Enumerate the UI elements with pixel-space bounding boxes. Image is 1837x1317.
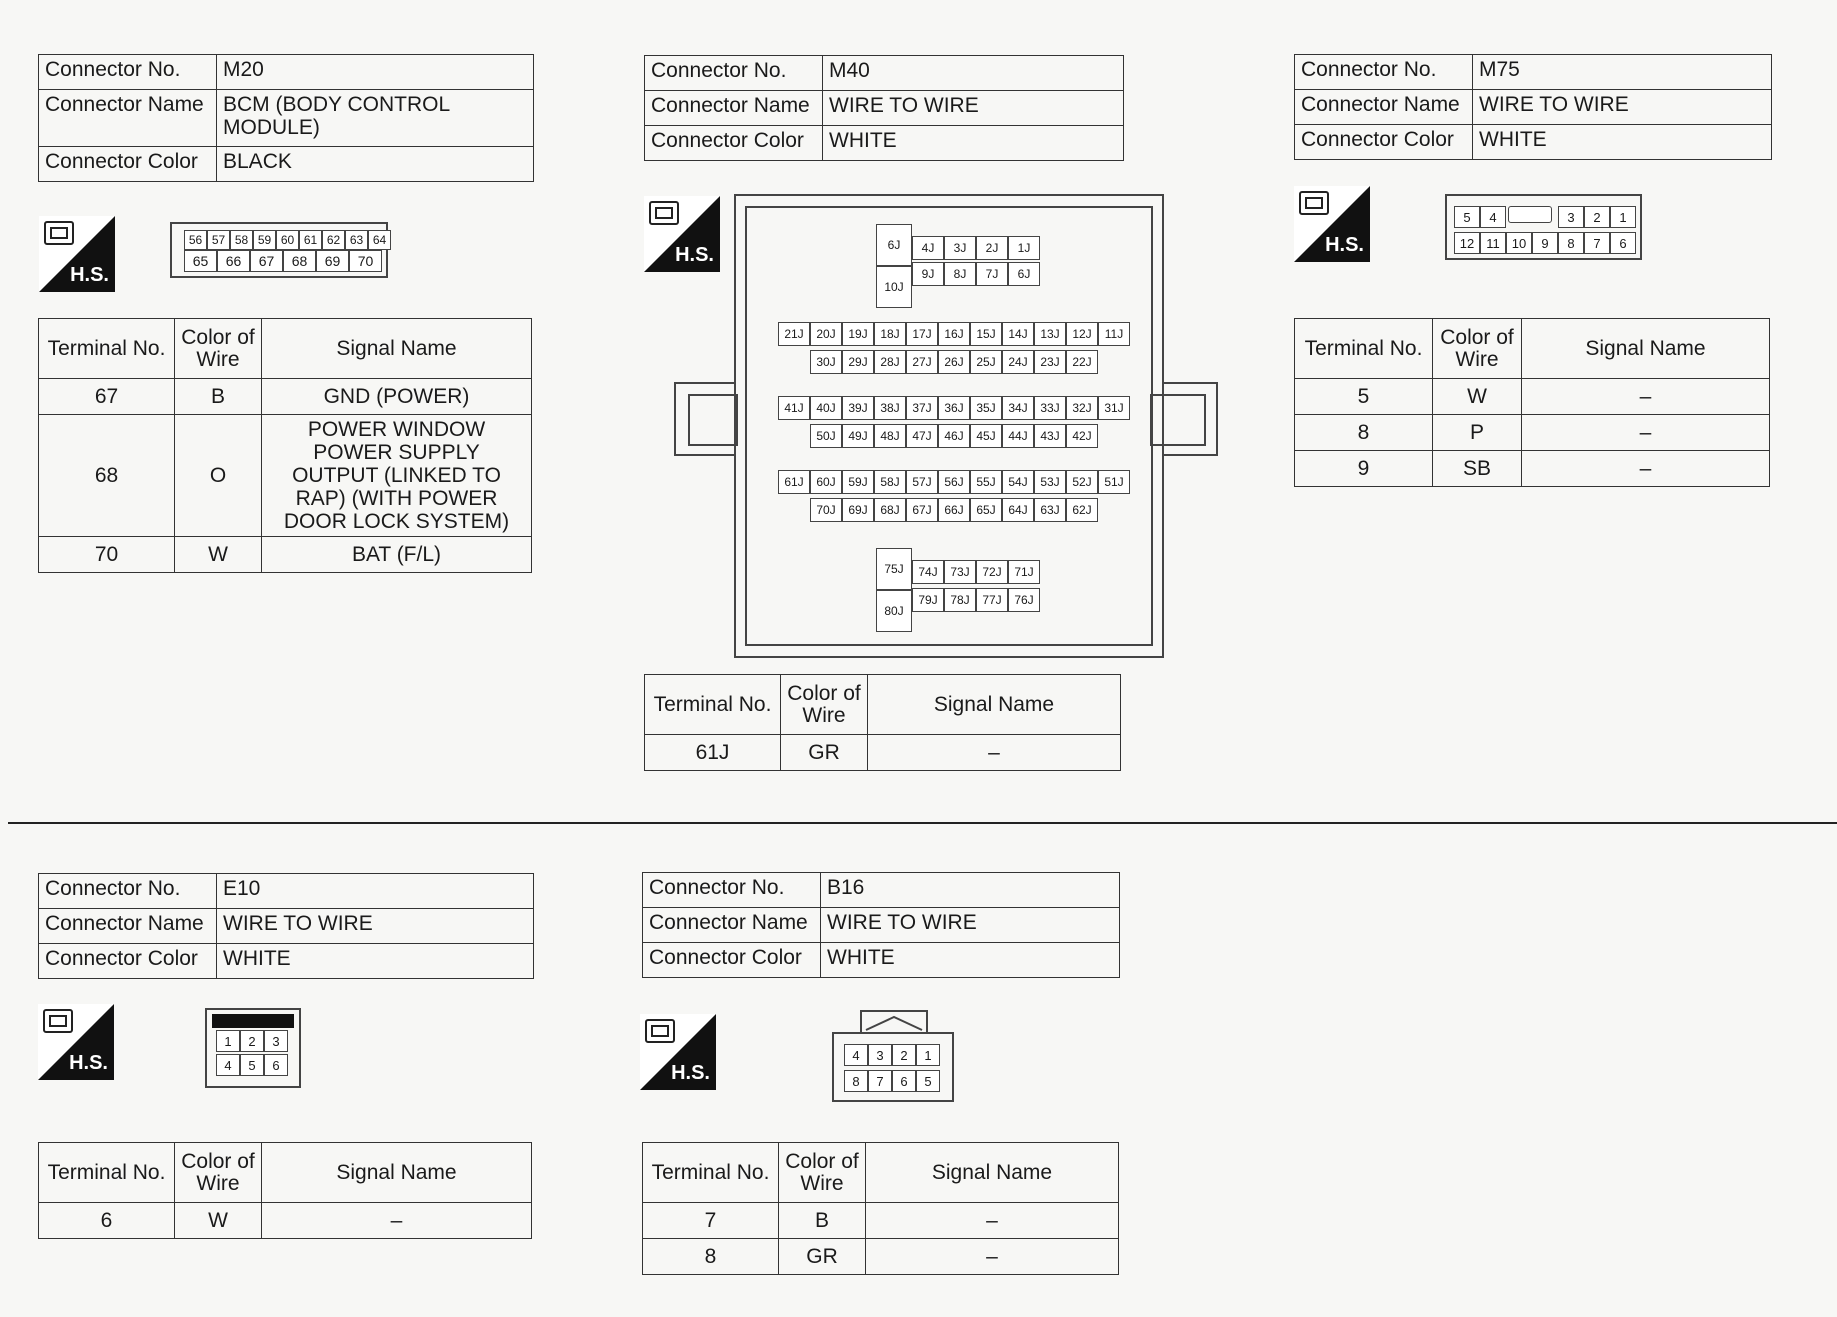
- connector-name-value: WIRE TO WIRE: [823, 91, 1124, 126]
- connector-no-value: M40: [823, 56, 1124, 91]
- pin-cavity: 64J: [1002, 498, 1034, 522]
- pin-cavity: 15J: [970, 322, 1002, 346]
- pin-cavity: 52J: [1066, 470, 1098, 494]
- pin-cavity: 1: [916, 1044, 940, 1066]
- pin-cavity: 3: [1558, 206, 1584, 228]
- pin-cavity: 2: [892, 1044, 916, 1066]
- pin-cavity: 56: [184, 230, 207, 250]
- terminal-cell: 5: [1295, 379, 1433, 415]
- pin-cavity: 13J: [1034, 322, 1066, 346]
- pin-cavity: 29J: [842, 350, 874, 374]
- connector-no-label: Connector No.: [39, 874, 217, 909]
- pin-cavity: 60J: [810, 470, 842, 494]
- pin-cavity: 7J: [976, 262, 1008, 286]
- pin-cavity: 58: [230, 230, 253, 250]
- pin-cavity: 28J: [874, 350, 906, 374]
- pin-cavity: 74J: [912, 560, 944, 584]
- pin-cavity: 9J: [912, 262, 944, 286]
- pin-cavity: 69J: [842, 498, 874, 522]
- terminal-cell: 8: [643, 1239, 779, 1275]
- pin-cavity: 1J: [1008, 236, 1040, 260]
- pin-cavity: 56J: [938, 470, 970, 494]
- pin-cavity: 26J: [938, 350, 970, 374]
- pin-cavity: 6: [264, 1054, 288, 1076]
- terminal-no-header: Terminal No.: [39, 319, 175, 379]
- wire-color-cell: W: [175, 537, 262, 573]
- pin-cavity: 32J: [1066, 396, 1098, 420]
- terminal-cell: 67: [39, 379, 175, 415]
- pin-cavity: 1: [1610, 206, 1636, 228]
- pin-cavity: 9: [1532, 232, 1558, 254]
- connector-no-value: B16: [821, 873, 1120, 908]
- pin-cavity: 24J: [1002, 350, 1034, 374]
- b16-signal-table: [642, 1142, 1119, 1275]
- pin-cavity: 59: [253, 230, 276, 250]
- pin-cavity: 48J: [874, 424, 906, 448]
- m20-info-table: [38, 54, 534, 182]
- pin-cavity: 44J: [1002, 424, 1034, 448]
- m75-key-slot: [1508, 206, 1552, 223]
- wire-color-cell: W: [1433, 379, 1522, 415]
- pin-cavity: 62: [322, 230, 345, 250]
- terminal-cell: 61J: [645, 735, 781, 771]
- wire-color-cell: SB: [1433, 451, 1522, 487]
- pin-cavity: 8J: [944, 262, 976, 286]
- pin-cavity: 57J: [906, 470, 938, 494]
- pin-cavity: 50J: [810, 424, 842, 448]
- pin-cavity: 60: [276, 230, 299, 250]
- pin-cavity: 6J: [1008, 262, 1040, 286]
- signal-cell: –: [866, 1239, 1119, 1275]
- pin-cavity: 68: [283, 250, 316, 272]
- pin-cavity: 55J: [970, 470, 1002, 494]
- pin-cavity: 8: [1558, 232, 1584, 254]
- b16-info-table: [642, 872, 1120, 978]
- wire-color-cell: GR: [779, 1239, 866, 1275]
- pin-cavity: 70: [349, 250, 382, 272]
- connector-name-label: Connector Name: [645, 91, 823, 126]
- pin-cavity: 39J: [842, 396, 874, 420]
- connector-name-value: WIRE TO WIRE: [1473, 90, 1772, 125]
- signal-cell: POWER WINDOW POWER SUPPLY OUTPUT (LINKED TO RAP) (WITH POWER DOOR LOCK SYSTEM): [262, 415, 532, 537]
- connector-no-label: Connector No.: [39, 55, 217, 90]
- pin-cavity: 61J: [778, 470, 810, 494]
- signal-cell: –: [262, 1203, 532, 1239]
- pin-cavity: 10J: [876, 266, 912, 308]
- connector-color-value: WHITE: [217, 944, 534, 979]
- terminal-no-header: Terminal No.: [1295, 319, 1433, 379]
- harness-side-icon: H.S.: [640, 1014, 716, 1090]
- pin-cavity: 42J: [1066, 424, 1098, 448]
- terminal-cell: 6: [39, 1203, 175, 1239]
- connector-color-label: Connector Color: [39, 944, 217, 979]
- pin-cavity: 57: [207, 230, 230, 250]
- harness-side-icon: H.S.: [644, 196, 720, 272]
- pin-cavity: 41J: [778, 396, 810, 420]
- pin-cavity: 38J: [874, 396, 906, 420]
- pin-cavity: 12: [1454, 232, 1480, 254]
- pin-cavity: 10: [1506, 232, 1532, 254]
- pin-cavity: 80J: [876, 590, 912, 632]
- pin-cavity: 49J: [842, 424, 874, 448]
- connector-no-value: M75: [1473, 55, 1772, 90]
- m40-left-latch-inner: [688, 394, 738, 446]
- pin-cavity: 8: [844, 1070, 868, 1092]
- wire-color-cell: B: [779, 1203, 866, 1239]
- connector-color-value: BLACK: [217, 147, 534, 182]
- pin-cavity: 19J: [842, 322, 874, 346]
- section-divider: [8, 822, 1837, 824]
- pin-cavity: 5: [916, 1070, 940, 1092]
- pin-cavity: 67J: [906, 498, 938, 522]
- pin-cavity: 64: [368, 230, 391, 250]
- pin-cavity: 73J: [944, 560, 976, 584]
- connector-name-label: Connector Name: [1295, 90, 1473, 125]
- m75-info-table: [1294, 54, 1772, 160]
- wire-color-header: Color of Wire: [779, 1143, 866, 1203]
- pin-cavity: 7: [1584, 232, 1610, 254]
- signal-cell: BAT (F/L): [262, 537, 532, 573]
- pin-cavity: 35J: [970, 396, 1002, 420]
- pin-cavity: 6J: [876, 224, 912, 266]
- pin-cavity: 11J: [1098, 322, 1130, 346]
- terminal-cell: 70: [39, 537, 175, 573]
- connector-name-value: WIRE TO WIRE: [821, 908, 1120, 943]
- signal-cell: –: [1522, 379, 1770, 415]
- signal-cell: –: [868, 735, 1121, 771]
- pin-cavity: 33J: [1034, 396, 1066, 420]
- wire-color-cell: P: [1433, 415, 1522, 451]
- pin-cavity: 37J: [906, 396, 938, 420]
- signal-cell: –: [1522, 451, 1770, 487]
- pin-cavity: 5: [240, 1054, 264, 1076]
- terminal-no-header: Terminal No.: [645, 675, 781, 735]
- connector-name-label: Connector Name: [39, 90, 217, 147]
- connector-name-value: BCM (BODY CONTROL MODULE): [217, 90, 534, 147]
- pin-cavity: 68J: [874, 498, 906, 522]
- pin-cavity: 40J: [810, 396, 842, 420]
- m40-right-latch-inner: [1150, 394, 1206, 446]
- wire-color-header: Color of Wire: [175, 1143, 262, 1203]
- pin-cavity: 47J: [906, 424, 938, 448]
- pin-cavity: 78J: [944, 588, 976, 612]
- pin-cavity: 16J: [938, 322, 970, 346]
- pin-cavity: 2J: [976, 236, 1008, 260]
- m20-signal-table: [38, 318, 532, 573]
- wire-color-cell: O: [175, 415, 262, 537]
- harness-side-icon: H.S.: [38, 1004, 114, 1080]
- terminal-cell: 68: [39, 415, 175, 537]
- pin-cavity: 71J: [1008, 560, 1040, 584]
- signal-cell: –: [866, 1203, 1119, 1239]
- signal-cell: GND (POWER): [262, 379, 532, 415]
- signal-name-header: Signal Name: [262, 319, 532, 379]
- connector-color-label: Connector Color: [645, 126, 823, 161]
- connector-color-value: WHITE: [823, 126, 1124, 161]
- pin-cavity: 25J: [970, 350, 1002, 374]
- pin-cavity: 11: [1480, 232, 1506, 254]
- pin-cavity: 62J: [1066, 498, 1098, 522]
- pin-cavity: 67: [250, 250, 283, 272]
- pin-cavity: 75J: [876, 548, 912, 590]
- terminal-cell: 9: [1295, 451, 1433, 487]
- pin-cavity: 17J: [906, 322, 938, 346]
- m75-signal-table: [1294, 318, 1770, 487]
- connector-no-label: Connector No.: [1295, 55, 1473, 90]
- connector-name-label: Connector Name: [39, 909, 217, 944]
- pin-cavity: 69: [316, 250, 349, 272]
- pin-cavity: 14J: [1002, 322, 1034, 346]
- pin-cavity: 66J: [938, 498, 970, 522]
- pin-cavity: 22J: [1066, 350, 1098, 374]
- pin-cavity: 43J: [1034, 424, 1066, 448]
- signal-name-header: Signal Name: [868, 675, 1121, 735]
- m40-signal-table: [644, 674, 1121, 771]
- pin-cavity: 7: [868, 1070, 892, 1092]
- pin-cavity: 34J: [1002, 396, 1034, 420]
- connector-name-value: WIRE TO WIRE: [217, 909, 534, 944]
- wire-color-header: Color of Wire: [1433, 319, 1522, 379]
- pin-cavity: 4: [216, 1054, 240, 1076]
- wire-color-cell: W: [175, 1203, 262, 1239]
- pin-cavity: 18J: [874, 322, 906, 346]
- pin-cavity: 36J: [938, 396, 970, 420]
- pin-cavity: 30J: [810, 350, 842, 374]
- pin-cavity: 61: [299, 230, 322, 250]
- pin-cavity: 4: [1480, 206, 1506, 228]
- terminal-cell: 7: [643, 1203, 779, 1239]
- pin-cavity: 6: [1610, 232, 1636, 254]
- wire-color-cell: GR: [781, 735, 868, 771]
- pin-cavity: 21J: [778, 322, 810, 346]
- connector-no-label: Connector No.: [643, 873, 821, 908]
- pin-cavity: 1: [216, 1030, 240, 1052]
- b16-latch-mark: [864, 1014, 924, 1032]
- pin-cavity: 54J: [1002, 470, 1034, 494]
- connector-color-label: Connector Color: [39, 147, 217, 182]
- pin-cavity: 51J: [1098, 470, 1130, 494]
- connector-color-value: WHITE: [821, 943, 1120, 978]
- pin-cavity: 53J: [1034, 470, 1066, 494]
- connector-name-label: Connector Name: [643, 908, 821, 943]
- signal-name-header: Signal Name: [866, 1143, 1119, 1203]
- pin-cavity: 58J: [874, 470, 906, 494]
- harness-side-icon: H.S.: [1294, 186, 1370, 262]
- signal-name-header: Signal Name: [262, 1143, 532, 1203]
- pin-cavity: 27J: [906, 350, 938, 374]
- pin-cavity: 65J: [970, 498, 1002, 522]
- pin-cavity: 59J: [842, 470, 874, 494]
- pin-cavity: 66: [217, 250, 250, 272]
- connector-no-value: E10: [217, 874, 534, 909]
- pin-cavity: 2: [240, 1030, 264, 1052]
- pin-cavity: 5: [1454, 206, 1480, 228]
- wire-color-header: Color of Wire: [781, 675, 868, 735]
- connector-color-label: Connector Color: [1295, 125, 1473, 160]
- pin-cavity: 46J: [938, 424, 970, 448]
- terminal-no-header: Terminal No.: [643, 1143, 779, 1203]
- wire-color-cell: B: [175, 379, 262, 415]
- e10-signal-table: [38, 1142, 532, 1239]
- pin-cavity: 72J: [976, 560, 1008, 584]
- harness-side-icon: H.S.: [39, 216, 115, 292]
- pin-cavity: 3: [264, 1030, 288, 1052]
- pin-cavity: 6: [892, 1070, 916, 1092]
- e10-connector-top-bar: [212, 1014, 294, 1028]
- wire-color-header: Color of Wire: [175, 319, 262, 379]
- pin-cavity: 65: [184, 250, 217, 272]
- pin-cavity: 2: [1584, 206, 1610, 228]
- pin-cavity: 31J: [1098, 396, 1130, 420]
- pin-cavity: 76J: [1008, 588, 1040, 612]
- signal-name-header: Signal Name: [1522, 319, 1770, 379]
- pin-cavity: 45J: [970, 424, 1002, 448]
- pin-cavity: 4J: [912, 236, 944, 260]
- terminal-no-header: Terminal No.: [39, 1143, 175, 1203]
- pin-cavity: 79J: [912, 588, 944, 612]
- terminal-cell: 8: [1295, 415, 1433, 451]
- connector-color-label: Connector Color: [643, 943, 821, 978]
- pin-cavity: 4: [844, 1044, 868, 1066]
- pin-cavity: 77J: [976, 588, 1008, 612]
- pin-cavity: 3: [868, 1044, 892, 1066]
- signal-cell: –: [1522, 415, 1770, 451]
- pin-cavity: 20J: [810, 322, 842, 346]
- connector-color-value: WHITE: [1473, 125, 1772, 160]
- pin-cavity: 63: [345, 230, 368, 250]
- pin-cavity: 3J: [944, 236, 976, 260]
- pin-cavity: 23J: [1034, 350, 1066, 374]
- pin-cavity: 70J: [810, 498, 842, 522]
- m40-info-table: [644, 55, 1124, 161]
- connector-no-label: Connector No.: [645, 56, 823, 91]
- connector-no-value: M20: [217, 55, 534, 90]
- pin-cavity: 12J: [1066, 322, 1098, 346]
- pin-cavity: 63J: [1034, 498, 1066, 522]
- e10-info-table: [38, 873, 534, 979]
